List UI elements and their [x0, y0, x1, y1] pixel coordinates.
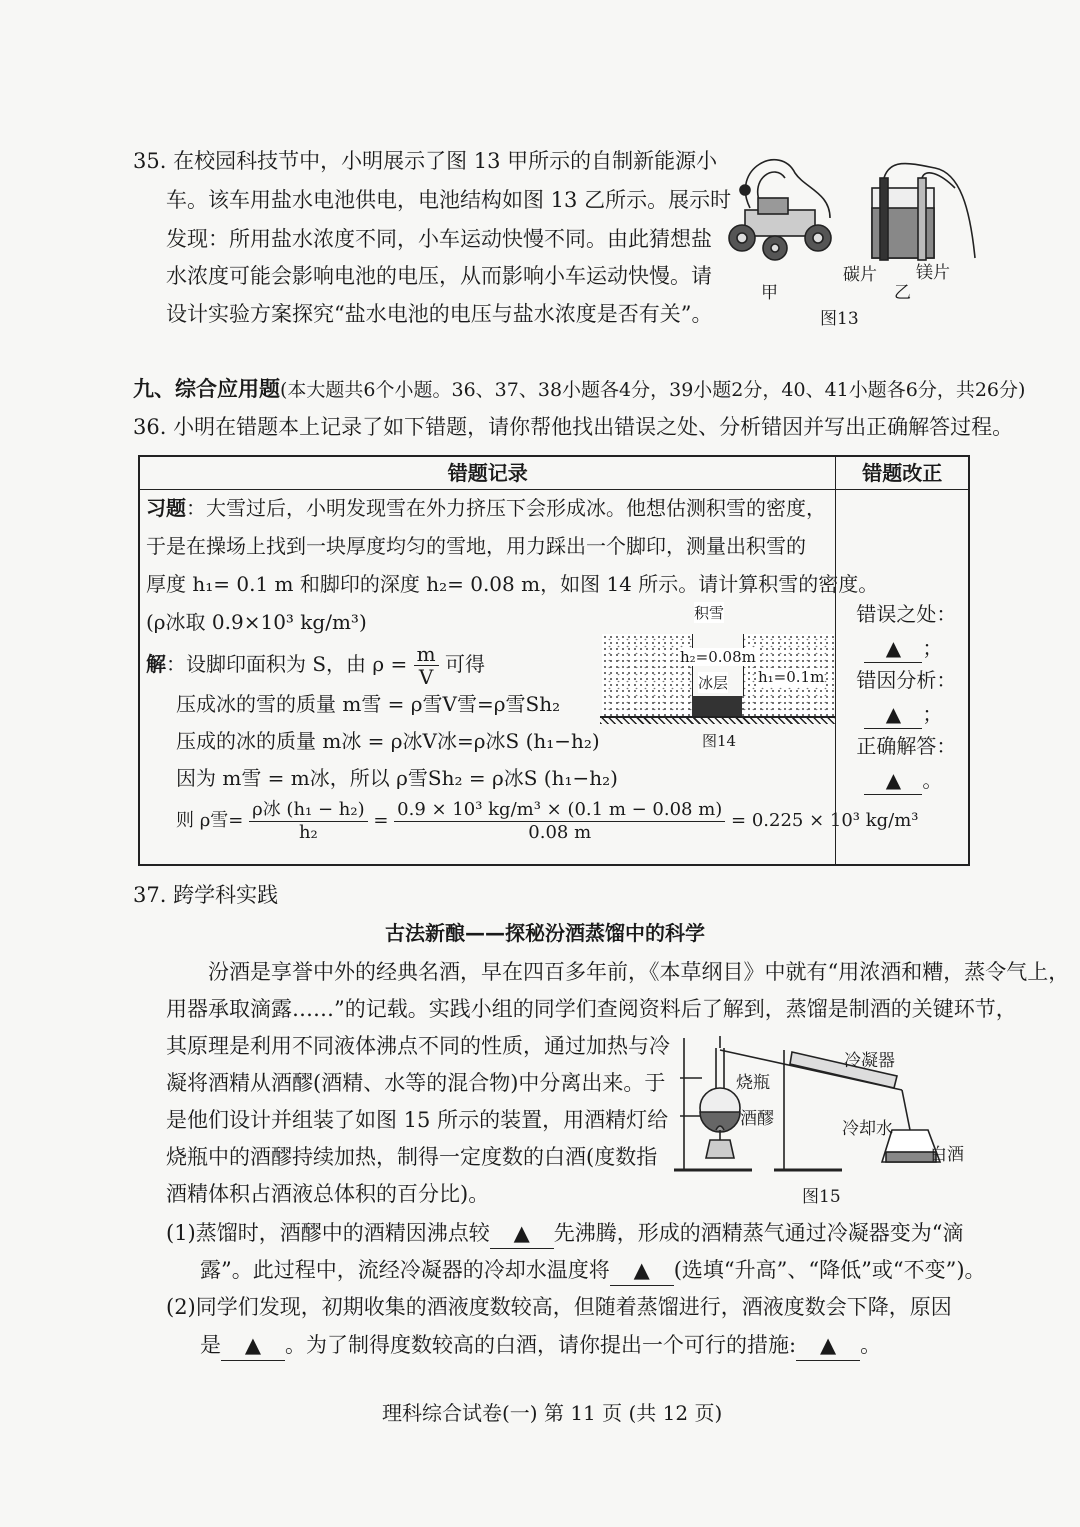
q37-para-7: 酒精体积占酒液总体积的百分比)。	[166, 1182, 490, 1206]
correct-answer-label: 正确解答：	[856, 734, 957, 758]
q37-sub2-blank-1: ▲	[221, 1330, 285, 1361]
label-magnesium: 镁片	[916, 263, 950, 283]
density-frac-den: V	[418, 665, 434, 689]
formula-fraction-1	[249, 799, 368, 844]
solution-line-3: 压成的冰的质量 m冰 = ρ冰V冰=ρ冰S (h₁−h₂)	[176, 729, 600, 753]
toy-car-illustration	[729, 160, 831, 260]
q37-sub2-blank-2: ▲	[796, 1330, 860, 1361]
error-reason-label: 错因分析：	[856, 668, 957, 692]
figure-13	[720, 148, 980, 328]
q37-sub2-text-d: 。	[860, 1333, 882, 1357]
label-flask: 烧瓶	[736, 1073, 770, 1093]
q37-sub1-line1	[166, 1218, 963, 1249]
q37-sub1-text-b: 先沸腾，形成的酒精蒸气通过冷凝器变为“滴	[553, 1221, 964, 1245]
q37-sub2-text-b: 是	[200, 1333, 221, 1357]
figure-15	[672, 1030, 972, 1210]
problem-line-1	[146, 494, 826, 522]
q37-title: 古法新酿——探秘汾酒蒸馏中的科学	[385, 921, 705, 945]
density-fraction	[414, 643, 439, 688]
salt-water-battery-illustration	[872, 164, 975, 260]
q36-intro: 36. 小明在错题本上记录了如下错题，请你帮他找出错误之处、分析错因并写出正确解答过程。	[133, 415, 1014, 439]
label-jia: 甲	[761, 283, 778, 303]
label-h2: h₂=0.08m	[680, 648, 756, 666]
ground	[600, 716, 836, 724]
section-9-note: (本大题共6个小题。36、37、38小题各4分，39小题2分，40、41小题各6分，共26分)	[280, 379, 1026, 401]
q37-sub1-text-c: 露”。此过程中，流经冷凝器的冷却水温度将	[200, 1258, 610, 1282]
error-place-blank	[864, 634, 942, 663]
correction-cell	[836, 490, 969, 866]
q37-sub1-text-a: (1)蒸馏时，酒醪中的酒精因沸点较	[166, 1221, 490, 1245]
q37-para-1: 汾酒是享誉中外的经典名酒，早在四百多年前，《本草纲目》中就有“用浓酒和糟，蒸令气上，	[208, 960, 1070, 984]
solution-text-2: 可得	[444, 652, 485, 676]
problem-line-2: 于是在操场上找到一块厚度均匀的雪地，用力踩出一个脚印，测量出积雪的	[146, 534, 806, 558]
q35-line-2: 车。该车用盐水电池供电，电池结构如图 13 乙所示。展示时	[166, 188, 732, 212]
q37-para-2: 用器承取滴露……”的记载。实践小组的同学们查阅资料后了解到，蒸馏是制酒的关键环节，	[166, 997, 1017, 1021]
solution-line-1	[146, 640, 485, 688]
section-9-title: 九、综合应用题	[133, 377, 280, 401]
figure-15-caption: 图15	[802, 1187, 841, 1207]
q37-sub2-text-c: 。为了制得度数较高的白酒，请你提出一个可行的措施:	[285, 1333, 797, 1357]
frac2-num: 0.9 × 10³ kg/m³ × (0.1 m − 0.08 m)	[394, 799, 725, 822]
solution-line-4: 因为 m雪 = m冰，所以 ρ雪Sh₂ = ρ冰S (h₁−h₂)	[176, 766, 618, 790]
ice-layer	[692, 696, 742, 716]
correct-answer-blank	[864, 766, 942, 795]
q37-heading: 37. 跨学科实践	[133, 883, 279, 907]
error-reason-blank	[864, 700, 942, 729]
q37-para-5: 是他们设计并组装了如图 15 所示的装置，用酒精灯给	[166, 1108, 669, 1132]
problem-label: 习题	[146, 496, 186, 520]
error-reason-semicolon: ；	[922, 702, 943, 726]
label-mash: 酒醪	[740, 1109, 774, 1129]
final-formula: 则 ρ雪= $\frac{\text{ρ冰 (h₁ − h₂)}}{\text{h₂}}$ = $\frac{\text{0.9 × 10³ kg/m³ × (0.1 m − 0.08 m)}}{0.08 m}$ = 0.225 × 10³ kg/m³	[176, 798, 919, 843]
solution-line-2: 压成冰的雪的质量 m雪 = ρ雪V雪=ρ雪Sh₂	[176, 692, 561, 716]
label-carbon: 碳片	[843, 265, 877, 285]
figure-13-caption: 图13	[820, 309, 859, 329]
formula-result: = 0.225 × 10³ kg/m³	[731, 810, 919, 831]
table-header-correction: 错题改正	[836, 456, 969, 490]
q35-line-5: 设计实验方案探究“盐水电池的电压与盐水浓度是否有关”。	[166, 302, 713, 326]
q37-sub1-blank-1: ▲	[490, 1218, 554, 1249]
q37-para-3: 其原理是利用不同液体沸点不同的性质，通过加热与冷	[166, 1034, 670, 1058]
problem-text-1: ：大雪过后，小明发现雪在外力挤压下会形成冰。他想估测积雪的密度，	[186, 496, 826, 520]
q37-para-4: 凝将酒精从酒醪(酒精、水等的混合物)中分离出来。于	[166, 1071, 666, 1095]
q37-sub2-line1: (2)同学们发现，初期收集的酒液度数较高，但随着蒸馏进行，酒液度数会下降，原因	[166, 1295, 952, 1319]
error-place-semicolon: ；	[922, 636, 943, 660]
q35-line-1: 35. 在校园科技节中，小明展示了图 13 甲所示的自制新能源小	[133, 149, 718, 173]
label-h1: h₁=0.1m	[758, 668, 825, 686]
error-reason-marker: ▲	[864, 700, 922, 729]
frac1-num: ρ冰 (h₁ − h₂)	[249, 799, 368, 822]
solution-text-1: ：设脚印面积为 S，由 ρ =	[166, 652, 408, 676]
q37-sub2-line2	[200, 1330, 881, 1361]
error-record-table	[138, 455, 970, 866]
q35-line-4: 水浓度可能会影响电池的电压，从而影响小车运动快慢。请	[166, 264, 712, 288]
label-liquor: 白酒	[930, 1145, 964, 1165]
frac1-den: h₂	[298, 821, 318, 843]
label-snow: 积雪	[694, 604, 725, 622]
formula-lhs: 则 ρ雪=	[176, 810, 244, 831]
q37-sub1-line2	[200, 1255, 986, 1286]
correct-answer-marker: ▲	[864, 766, 922, 795]
q37-para-6: 烧瓶中的酒醪持续加热，制得一定度数的白酒(度数指	[166, 1145, 658, 1169]
distillation-apparatus	[672, 1030, 972, 1180]
problem-line-4: (ρ冰取 0.9×10³ kg/m³)	[146, 610, 367, 634]
table-header-record: 错题记录	[139, 456, 836, 490]
error-place-label: 错误之处：	[856, 602, 957, 626]
q37-sub1-blank-2: ▲	[610, 1255, 674, 1286]
label-cooling-water: 冷却水	[842, 1119, 893, 1139]
problem-line-3: 厚度 h₁= 0.1 m 和脚印的深度 h₂= 0.08 m，如图 14 所示。请计算积雪的密度。	[146, 572, 879, 596]
solution-label: 解	[146, 652, 166, 676]
q35-line-3: 发现：所用盐水浓度不同，小车运动快慢不同。由此猜想盐	[166, 227, 712, 251]
error-place-marker: ▲	[864, 634, 922, 663]
figure-14	[600, 602, 836, 762]
frac2-den: 0.08 m	[528, 821, 592, 843]
figure-14-caption: 图14	[702, 732, 737, 750]
figure-13-drawing	[720, 148, 980, 328]
q37-sub1-text-d: (选填“升高”、“降低”或“不变”)。	[673, 1258, 986, 1282]
density-frac-num: m	[414, 643, 439, 666]
formula-fraction-2	[394, 799, 725, 844]
label-yi: 乙	[894, 283, 911, 303]
correct-answer-period: 。	[922, 768, 943, 792]
label-ice: 冰层	[698, 674, 729, 692]
page-footer: 理科综合试卷(一) 第 11 页 (共 12 页)	[382, 1401, 723, 1425]
label-condenser: 冷凝器	[844, 1051, 895, 1071]
section-9-heading	[133, 374, 1025, 405]
